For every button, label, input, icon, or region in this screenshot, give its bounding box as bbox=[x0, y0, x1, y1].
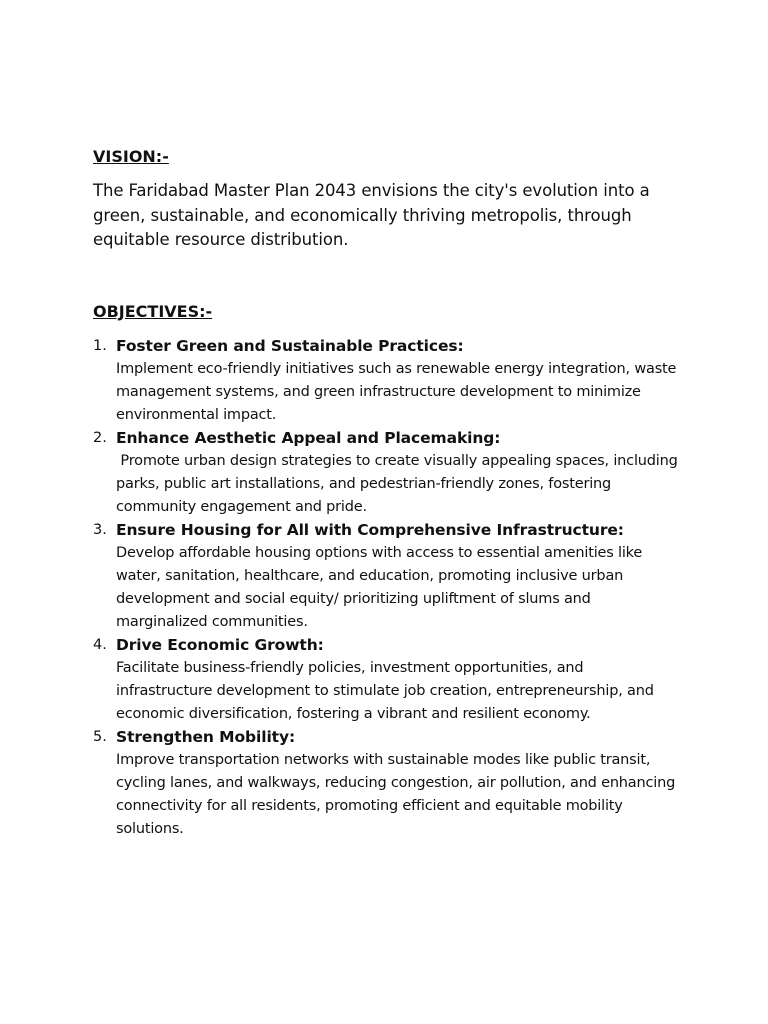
objective-number: 3. bbox=[93, 521, 107, 538]
objective-item bbox=[93, 726, 680, 841]
vision-heading: VISION:- bbox=[93, 147, 169, 166]
objective-description: Implement eco-friendly initiatives such as renewable energy integration, waste management systems, and green infrastructure development to minimize environmental impact. bbox=[116, 360, 681, 423]
objective-title: Ensure Housing for All with Comprehensive Infrastructure: bbox=[116, 520, 624, 539]
objective-description: Develop affordable housing options with access to essential amenities like water, sanitation, healthcare, and education, promoting inclusive urban development and social equity/ prioritizing upliftment of slums and marginalized communities. bbox=[116, 544, 647, 630]
objective-item bbox=[93, 427, 683, 519]
objective-description: Facilitate business-friendly policies, investment opportunities, and infrastructure development to stimulate job creation, entrepreneurship, and economic diversification, fostering a vibrant and resilient economy. bbox=[116, 659, 659, 722]
objective-description: Promote urban design strategies to create visually appealing spaces, including parks, public art installations, and pedestrian-friendly zones, fostering community engagement and pride. bbox=[116, 452, 683, 515]
objectives-list bbox=[93, 335, 683, 841]
objectives-heading: OBJECTIVES:- bbox=[93, 301, 213, 321]
objective-item bbox=[93, 335, 680, 427]
vision-text: The Faridabad Master Plan 2043 envisions the city's evolution into a green, sustainable, and economically thriving metropolis, through equitable resource distribution. bbox=[93, 181, 650, 249]
objective-number: 2. bbox=[93, 429, 107, 446]
objective-number: 5. bbox=[93, 728, 107, 745]
objective-title: Strengthen Mobility: bbox=[116, 727, 296, 746]
objective-number: 1. bbox=[93, 337, 107, 354]
objective-title: Drive Economic Growth: bbox=[116, 635, 324, 654]
objective-title: Foster Green and Sustainable Practices: bbox=[116, 336, 464, 355]
objective-item bbox=[93, 519, 680, 634]
objective-item bbox=[93, 634, 680, 726]
objective-description: Improve transportation networks with sustainable modes like public transit, cycling lanes, and walkways, reducing congestion, air pollution, and enhancing connectivity for all residents, promoting efficient and equitable mobility solutions. bbox=[116, 751, 680, 837]
objective-number: 4. bbox=[93, 636, 107, 653]
objective-title: Enhance Aesthetic Appeal and Placemaking: bbox=[116, 428, 501, 447]
